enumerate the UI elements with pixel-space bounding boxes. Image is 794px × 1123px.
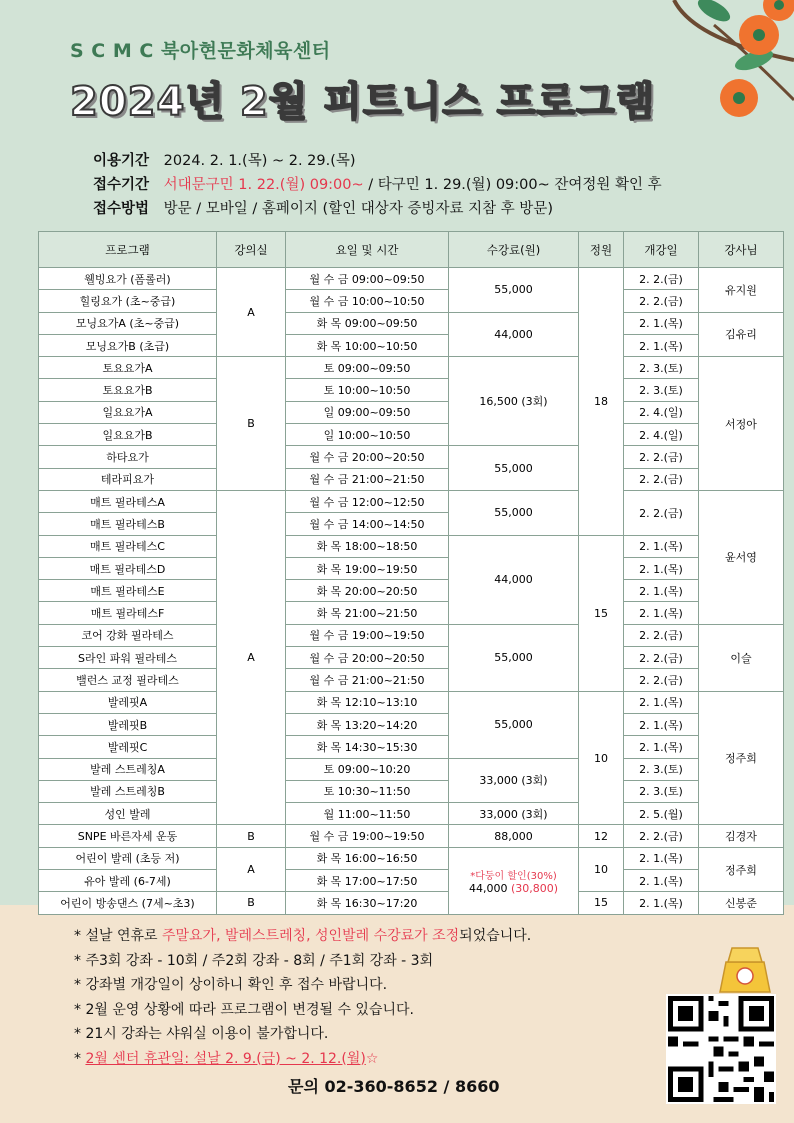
fee-cell: 44,000 xyxy=(449,535,579,624)
start-date-cell: 2. 2.(금) xyxy=(624,825,699,847)
program-cell: S라인 파워 필라테스 xyxy=(39,647,217,669)
table-row xyxy=(39,535,784,557)
capacity-cell: 10 xyxy=(579,691,624,825)
program-cell: 모닝요가A (초~중급) xyxy=(39,312,217,334)
time-cell: 월 수 금 19:00~19:50 xyxy=(286,825,449,847)
start-date-cell: 2. 2.(금) xyxy=(624,669,699,691)
program-table-body xyxy=(39,268,784,915)
table-row xyxy=(39,892,784,914)
table-row xyxy=(39,803,784,825)
program-cell: 일요요가A xyxy=(39,401,217,423)
table-row xyxy=(39,870,784,892)
time-cell: 화 목 14:30~15:30 xyxy=(286,736,449,758)
time-cell: 화 목 10:00~10:50 xyxy=(286,334,449,356)
note-2: * 주3회 강좌 - 10회 / 주2회 강좌 - 8회 / 주1회 강좌 - 3회 xyxy=(74,952,434,969)
program-cell: 밸런스 교정 필라테스 xyxy=(39,669,217,691)
table-row xyxy=(39,379,784,401)
program-cell: 발레 스트레칭A xyxy=(39,758,217,780)
period-value: 2024. 2. 1.(목) ~ 2. 29.(목) xyxy=(163,153,356,169)
fee-cell: 55,000 xyxy=(449,624,579,691)
time-cell: 일 10:00~10:50 xyxy=(286,424,449,446)
period-label: 이용기간 xyxy=(93,153,150,169)
note-1-prefix: * 설날 연휴로 xyxy=(74,928,162,944)
header-fee: 수강료(원) xyxy=(449,232,579,268)
note-1-suffix: 되었습니다. xyxy=(459,928,532,944)
time-cell: 월 수 금 21:00~21:50 xyxy=(286,468,449,490)
instructor-cell: 윤서영 xyxy=(699,490,784,624)
discount-note: *다둥이 할인(30%) xyxy=(470,870,557,882)
time-cell: 화 목 20:00~20:50 xyxy=(286,580,449,602)
room-cell: A xyxy=(217,268,286,357)
fee-cell: 33,000 (3회) xyxy=(449,758,579,803)
start-date-cell: 2. 1.(목) xyxy=(624,736,699,758)
start-date-cell: 2. 1.(목) xyxy=(624,870,699,892)
fee-cell: 44,000 xyxy=(449,312,579,357)
time-cell: 화 목 18:00~18:50 xyxy=(286,535,449,557)
time-cell: 일 09:00~09:50 xyxy=(286,401,449,423)
reg-separator: / xyxy=(363,177,378,193)
table-row xyxy=(39,758,784,780)
table-row xyxy=(39,268,784,290)
discount-value: (30,800) xyxy=(510,881,559,895)
center-name: S C M C 북아현문화체육센터 xyxy=(70,40,331,62)
program-cell: 발레 스트레칭B xyxy=(39,780,217,802)
table-row xyxy=(39,446,784,468)
program-cell: 매트 필라테스F xyxy=(39,602,217,624)
program-cell: 발레핏C xyxy=(39,736,217,758)
start-date-cell: 2. 4.(일) xyxy=(624,424,699,446)
time-cell: 월 수 금 14:00~14:50 xyxy=(286,513,449,535)
table-row xyxy=(39,490,784,512)
program-cell: SNPE 바른자세 운동 xyxy=(39,825,217,847)
start-date-cell: 2. 1.(목) xyxy=(624,580,699,602)
instructor-cell: 정주희 xyxy=(699,847,784,892)
program-cell: 일요요가B xyxy=(39,424,217,446)
room-cell: B xyxy=(217,357,286,491)
time-cell: 화 목 16:30~17:20 xyxy=(286,892,449,914)
start-date-cell: 2. 2.(금) xyxy=(624,647,699,669)
room-cell: A xyxy=(217,847,286,892)
note-6-highlight: 2월 센터 휴관일: 설날 2. 9.(금) ~ 2. 12.(월) xyxy=(85,1050,366,1067)
time-cell: 토 09:00~09:50 xyxy=(286,357,449,379)
table-row xyxy=(39,669,784,691)
program-cell: 테라피요가 xyxy=(39,468,217,490)
time-cell: 토 09:00~10:20 xyxy=(286,758,449,780)
method-line xyxy=(93,197,553,218)
start-date-cell: 2. 2.(금) xyxy=(624,468,699,490)
program-cell: 힐링요가 (초~중급) xyxy=(39,290,217,312)
header-instructor: 강사님 xyxy=(699,232,784,268)
start-date-cell: 2. 1.(목) xyxy=(624,557,699,579)
time-cell: 월 수 금 10:00~10:50 xyxy=(286,290,449,312)
table-row xyxy=(39,334,784,356)
reg-value-others: 타구민 1. 29.(월) 09:00~ 잔여정원 확인 후 xyxy=(377,177,662,193)
note-1-highlight: 주말요가, 발레스트레칭, 성인발레 수강료가 조정 xyxy=(161,928,460,944)
room-cell: B xyxy=(217,892,286,914)
discount-price: 44,000 xyxy=(468,881,508,895)
program-cell: 코어 강화 필라테스 xyxy=(39,624,217,646)
fee-cell-discount xyxy=(449,847,579,914)
table-row xyxy=(39,736,784,758)
program-cell: 매트 필라테스A xyxy=(39,490,217,512)
discount-price-line xyxy=(449,882,578,895)
table-row xyxy=(39,647,784,669)
time-cell: 화 목 13:20~14:20 xyxy=(286,713,449,735)
notes xyxy=(74,924,531,1071)
program-cell: 매트 필라테스B xyxy=(39,513,217,535)
room-cell: B xyxy=(217,825,286,847)
instructor-cell: 유지원 xyxy=(699,268,784,313)
lucky-bag-icon xyxy=(716,944,774,994)
header-room: 강의실 xyxy=(217,232,286,268)
program-cell: 매트 필라테스E xyxy=(39,580,217,602)
header-time: 요일 및 시간 xyxy=(286,232,449,268)
instructor-cell: 서정아 xyxy=(699,357,784,491)
fee-cell: 33,000 (3회) xyxy=(449,803,579,825)
time-cell: 화 목 12:10~13:10 xyxy=(286,691,449,713)
table-row xyxy=(39,847,784,869)
fee-cell: 16,500 (3회) xyxy=(449,357,579,446)
program-cell: 유아 발레 (6-7세) xyxy=(39,870,217,892)
time-cell: 화 목 17:00~17:50 xyxy=(286,870,449,892)
time-cell: 토 10:30~11:50 xyxy=(286,780,449,802)
note-6 xyxy=(74,1047,531,1072)
start-date-cell: 2. 2.(금) xyxy=(624,290,699,312)
time-cell: 월 수 금 19:00~19:50 xyxy=(286,624,449,646)
table-row xyxy=(39,468,784,490)
room-cell: A xyxy=(217,490,286,824)
program-table xyxy=(38,231,784,915)
table-row xyxy=(39,357,784,379)
table-row xyxy=(39,424,784,446)
program-cell: 하타요가 xyxy=(39,446,217,468)
method-value: 방문 / 모바일 / 홈페이지 (할인 대상자 증빙자료 지참 후 방문) xyxy=(163,201,553,217)
instructor-cell: 김경자 xyxy=(699,825,784,847)
start-date-cell: 2. 1.(목) xyxy=(624,602,699,624)
note-3: * 강좌별 개강일이 상이하니 확인 후 접수 바랍니다. xyxy=(74,977,388,993)
fee-cell: 55,000 xyxy=(449,490,579,535)
capacity-cell: 18 xyxy=(579,268,624,536)
table-row xyxy=(39,401,784,423)
start-date-cell: 2. 2.(금) xyxy=(624,490,699,535)
capacity-cell: 15 xyxy=(579,535,624,691)
start-date-cell: 2. 1.(목) xyxy=(624,713,699,735)
fee-cell: 55,000 xyxy=(449,446,579,491)
reg-label: 접수기간 xyxy=(93,177,150,193)
fee-cell: 55,000 xyxy=(449,268,579,313)
table-row xyxy=(39,580,784,602)
table-row xyxy=(39,780,784,802)
start-date-cell: 2. 1.(목) xyxy=(624,691,699,713)
table-row xyxy=(39,825,784,847)
capacity-cell: 12 xyxy=(579,825,624,847)
time-cell: 토 10:00~10:50 xyxy=(286,379,449,401)
time-cell: 월 수 금 20:00~20:50 xyxy=(286,647,449,669)
table-row xyxy=(39,312,784,334)
start-date-cell: 2. 2.(금) xyxy=(624,624,699,646)
start-date-cell: 2. 4.(일) xyxy=(624,401,699,423)
program-cell: 어린이 방송댄스 (7세~초3) xyxy=(39,892,217,914)
page-title: 2024년 2월 피트니스 프로그램 xyxy=(70,79,656,125)
start-date-cell: 2. 1.(목) xyxy=(624,334,699,356)
start-date-cell: 2. 3.(토) xyxy=(624,357,699,379)
time-cell: 월 수 금 12:00~12:50 xyxy=(286,490,449,512)
start-date-cell: 2. 1.(목) xyxy=(624,847,699,869)
time-cell: 월 11:00~11:50 xyxy=(286,803,449,825)
reg-value-residents: 서대문구민 1. 22.(월) 09:00~ xyxy=(163,177,364,193)
program-cell: 성인 발레 xyxy=(39,803,217,825)
header-start-date: 개강일 xyxy=(624,232,699,268)
program-cell: 토요요가B xyxy=(39,379,217,401)
table-row xyxy=(39,290,784,312)
header-program: 프로그램 xyxy=(39,232,217,268)
note-4: * 2월 운영 상황에 따라 프로그램이 변경될 수 있습니다. xyxy=(74,1001,414,1018)
start-date-cell: 2. 5.(월) xyxy=(624,803,699,825)
program-cell: 매트 필라테스C xyxy=(39,535,217,557)
table-header-row xyxy=(39,232,784,268)
start-date-cell: 2. 3.(토) xyxy=(624,780,699,802)
instructor-cell: 정주희 xyxy=(699,691,784,825)
fee-cell: 88,000 xyxy=(449,825,579,847)
fee-cell: 55,000 xyxy=(449,691,579,758)
program-cell: 웰빙요가 (폼롤러) xyxy=(39,268,217,290)
instructor-cell: 김유리 xyxy=(699,312,784,357)
instructor-cell: 이슬 xyxy=(699,624,784,691)
program-cell: 매트 필라테스D xyxy=(39,557,217,579)
start-date-cell: 2. 1.(목) xyxy=(624,535,699,557)
start-date-cell: 2. 1.(목) xyxy=(624,892,699,914)
table-row xyxy=(39,624,784,646)
note-1 xyxy=(74,924,531,949)
table-row xyxy=(39,713,784,735)
period-line xyxy=(93,149,356,170)
table-row xyxy=(39,691,784,713)
persimmon-decoration-icon xyxy=(654,0,794,130)
time-cell: 화 목 16:00~16:50 xyxy=(286,847,449,869)
program-cell: 어린이 발레 (초등 저) xyxy=(39,847,217,869)
time-cell: 화 목 21:00~21:50 xyxy=(286,602,449,624)
time-cell: 월 수 금 09:00~09:50 xyxy=(286,268,449,290)
program-cell: 토요요가A xyxy=(39,357,217,379)
start-date-cell: 2. 3.(토) xyxy=(624,379,699,401)
qr-code-icon[interactable] xyxy=(666,994,776,1104)
program-cell: 발레핏A xyxy=(39,691,217,713)
instructor-cell: 신봉준 xyxy=(699,892,784,914)
star-icon: ☆ xyxy=(365,1050,379,1067)
capacity-cell: 10 xyxy=(579,847,624,892)
note-5: * 21시 강좌는 샤워실 이용이 불가합니다. xyxy=(74,1026,329,1042)
time-cell: 월 수 금 20:00~20:50 xyxy=(286,446,449,468)
start-date-cell: 2. 2.(금) xyxy=(624,446,699,468)
registration-line xyxy=(93,173,662,194)
contact-info: 문의 02-360-8652 / 8660 xyxy=(288,1077,500,1096)
capacity-cell: 15 xyxy=(579,892,624,914)
note-6-prefix: * xyxy=(74,1050,86,1067)
method-label: 접수방법 xyxy=(93,201,150,217)
time-cell: 월 수 금 21:00~21:50 xyxy=(286,669,449,691)
table-row xyxy=(39,557,784,579)
start-date-cell: 2. 3.(토) xyxy=(624,758,699,780)
start-date-cell: 2. 2.(금) xyxy=(624,268,699,290)
program-cell: 발레핏B xyxy=(39,713,217,735)
program-cell: 모닝요가B (초급) xyxy=(39,334,217,356)
start-date-cell: 2. 1.(목) xyxy=(624,312,699,334)
table-row xyxy=(39,602,784,624)
time-cell: 화 목 19:00~19:50 xyxy=(286,557,449,579)
header-capacity: 정원 xyxy=(579,232,624,268)
time-cell: 화 목 09:00~09:50 xyxy=(286,312,449,334)
